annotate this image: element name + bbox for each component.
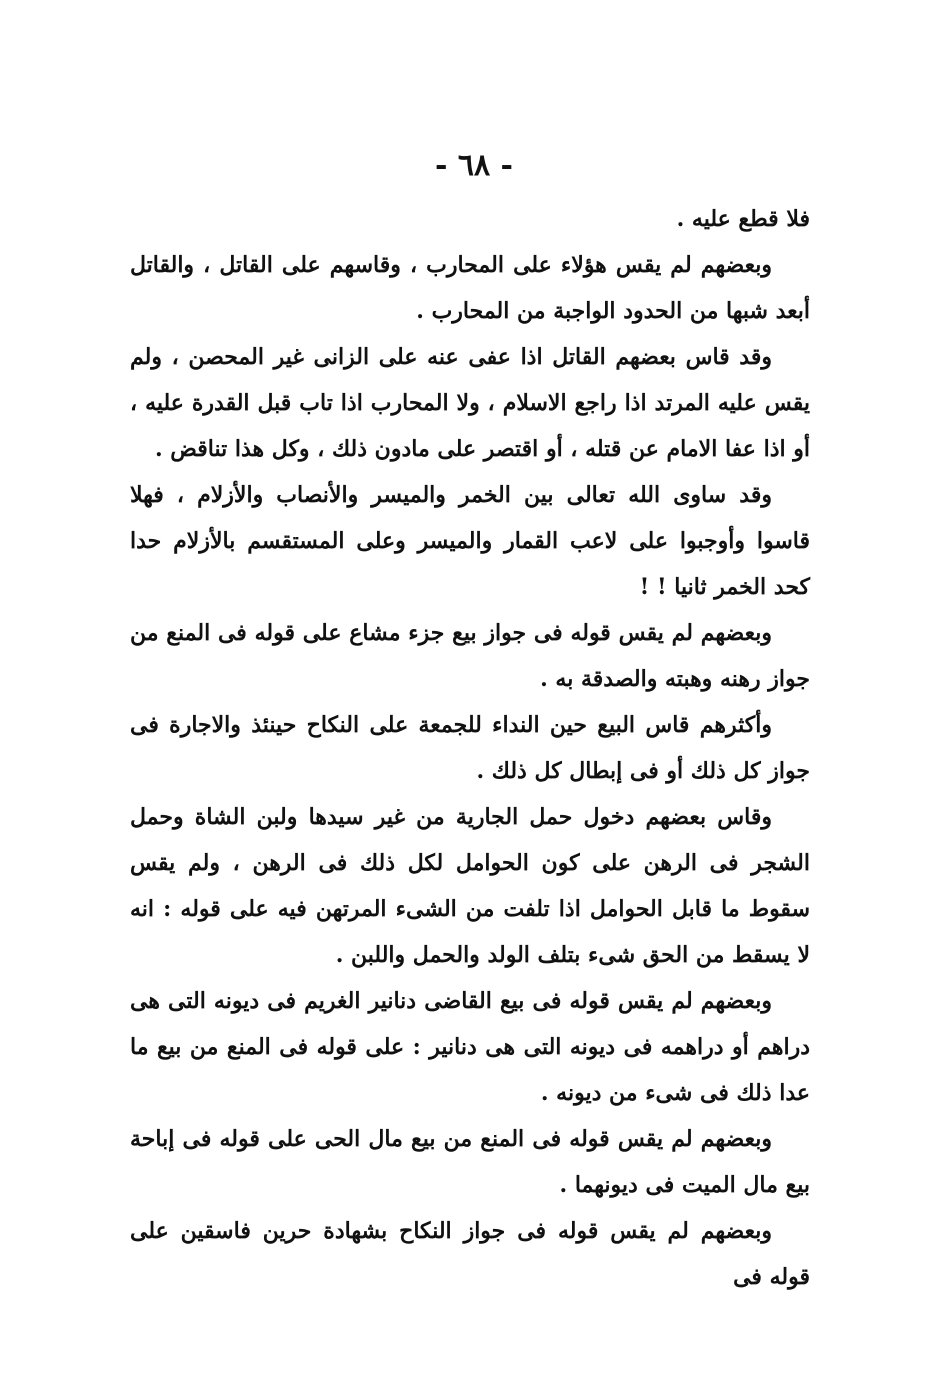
- paragraph: وبعضهم لم يقس قوله فى جواز النكاح بشهادة حرين فاسقين على قوله فى: [130, 1218, 810, 1290]
- page-number: - ٦٨ -: [434, 148, 514, 183]
- paragraph: وأكثرهم قاس البيع حين النداء للجمعة على النكاح حينئذ والاجارة فى جواز كل ذلك أو فى إبطال كل ذلك .: [130, 712, 810, 784]
- paragraph: وقد ساوى الله تعالى بين الخمر والميسر والأنصاب والأزلام ، فهلا قاسوا وأوجبوا على لاعب القمار والميسر وعلى المستقسم بالأزلام حدا كحد الخمر ثانيا ! !: [130, 482, 810, 600]
- paragraph: فلا قطع عليه .: [676, 206, 810, 232]
- paragraph: وبعضهم لم يقس قوله فى جواز بيع جزء مشاع على قوله فى المنع من جواز رهنه وهبته والصدقة به .: [130, 620, 810, 692]
- body-text: [130, 196, 810, 1300]
- paragraph: وقد قاس بعضهم القاتل اذا عفى عنه على الزانى غير المحصن ، ولم يقس عليه المرتد اذا راجع الاسلام ، ولا المحارب اذا تاب قبل القدرة عليه ، أو اذا عفا الامام عن قتله ، أو اقتصر على مادون ذلك ، وكل هذا تناقض .: [130, 344, 810, 462]
- paragraph: وقاس بعضهم دخول حمل الجارية من غير سيدها ولبن الشاة وحمل الشجر فى الرهن على كون الحوامل لكل ذلك فى الرهن ، ولم يقس سقوط ما قابل الحوامل اذا تلفت من الشىء المرتهن فيه على قوله : انه لا يسقط من الحق شىء بتلف الولد والحمل واللبن .: [130, 804, 810, 968]
- paragraph: وبعضهم لم يقس قوله فى بيع القاضى دنانير الغريم فى ديونه التى هى دراهم أو دراهمه فى ديونه التى هى دنانير : على قوله فى المنع من بيع ما عدا ذلك فى شىء من ديونه .: [130, 988, 810, 1106]
- paragraph: وبعضهم لم يقس هؤلاء على المحارب ، وقاسهم على القاتل ، والقاتل أبعد شبها من الحدود الواجبة من المحارب .: [130, 252, 810, 324]
- paragraph: وبعضهم لم يقس قوله فى المنع من بيع مال الحى على قوله فى إباحة بيع مال الميت فى ديونهما .: [130, 1126, 810, 1198]
